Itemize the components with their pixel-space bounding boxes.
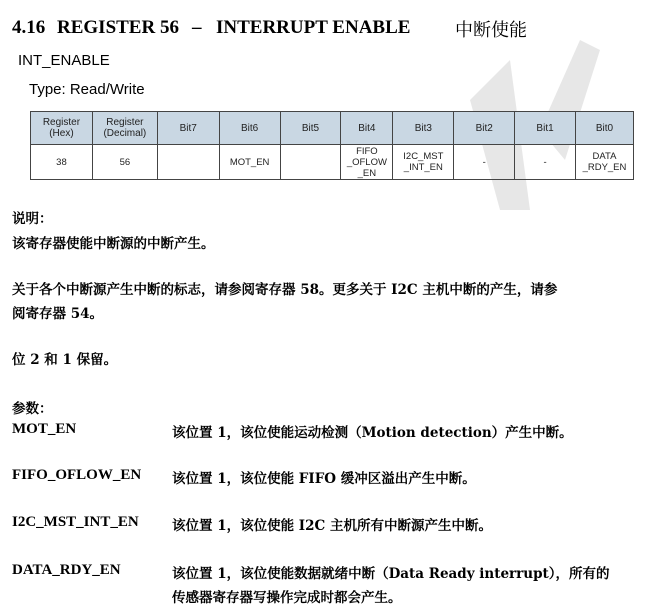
header-cell: Register (Decimal): [92, 112, 157, 145]
cell: FIFO _OFLOW _EN: [341, 145, 393, 180]
header-cell: Bit4: [341, 112, 393, 145]
section-title: REGISTER 56: [57, 17, 179, 38]
title-dash: –: [192, 17, 202, 38]
param-name: MOT_EN: [12, 421, 77, 437]
header-cell: Bit7: [157, 112, 219, 145]
header-cell: Bit0: [575, 112, 633, 145]
register-table: [30, 111, 634, 180]
param-desc-continued: 传感器寄存器写操作完成时都会产生。: [172, 590, 402, 606]
register-name: INT_ENABLE: [18, 52, 110, 69]
table-header-row: [31, 112, 634, 145]
header-cell: Register (Hex): [31, 112, 93, 145]
section-subtitle: INTERRUPT ENABLE: [216, 17, 411, 38]
param-desc: 该位置 1，该位使能运动检测（Motion detection）产生中断。: [172, 425, 573, 441]
register-type: Type: Read/Write: [29, 81, 145, 98]
section-title-chinese: 中断使能: [455, 20, 527, 41]
param-desc: 该位置 1，该位使能数据就绪中断（Data Ready interrupt），所有的: [172, 566, 610, 582]
cell: -: [454, 145, 515, 180]
cell: I2C_MST _INT_EN: [393, 145, 454, 180]
reference-text-2: 阅寄存器 54。: [12, 306, 103, 322]
param-name: I2C_MST_INT_EN: [12, 514, 139, 530]
section-number: 4.16: [12, 17, 46, 38]
reserved-text: 位 2 和 1 保留。: [12, 352, 118, 368]
cell: -: [515, 145, 576, 180]
param-name: FIFO_OFLOW_EN: [12, 467, 142, 483]
param-name: DATA_RDY_EN: [12, 562, 121, 578]
param-desc: 该位置 1，该位使能 I2C 主机所有中断源产生中断。: [172, 518, 492, 534]
cell: MOT_EN: [219, 145, 280, 180]
header-cell: Bit1: [515, 112, 576, 145]
reference-text-1: 关于各个中断源产生中断的标志，请参阅寄存器 58。更多关于 I2C 主机中断的产生，请参: [12, 282, 558, 298]
param-desc: 该位置 1，该位使能 FIFO 缓冲区溢出产生中断。: [172, 471, 476, 487]
explain-text: 该寄存器使能中断源的中断产生。: [12, 236, 215, 252]
params-label: 参数：: [12, 401, 53, 417]
cell: 38: [31, 145, 93, 180]
cell: [280, 145, 341, 180]
header-cell: Bit3: [393, 112, 454, 145]
cell: [157, 145, 219, 180]
cell: DATA _RDY_EN: [575, 145, 633, 180]
header-cell: Bit6: [219, 112, 280, 145]
cell: 56: [92, 145, 157, 180]
header-cell: Bit5: [280, 112, 341, 145]
header-cell: Bit2: [454, 112, 515, 145]
table-row: [31, 145, 634, 180]
explain-label: 说明：: [12, 211, 53, 227]
